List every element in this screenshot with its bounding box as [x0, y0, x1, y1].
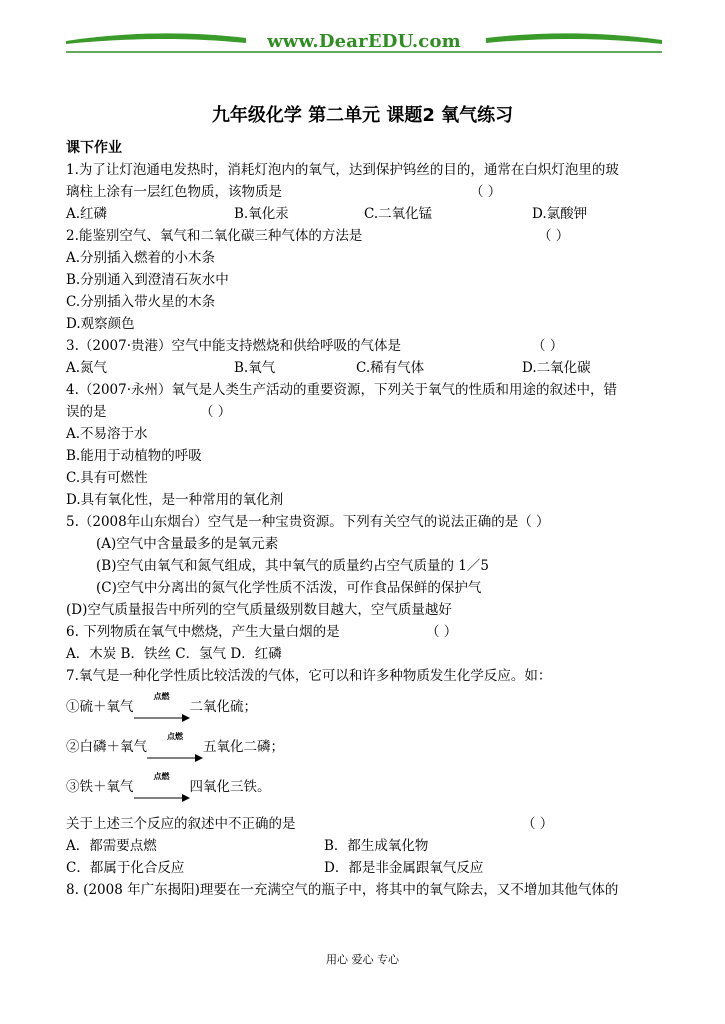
q4-line1: 4.（2007·永州）氧气是人类生产活动的重要资源，下列关于氧气的性质和用途的叙述中，错 — [66, 382, 618, 398]
q5-option-b: (B)空气由氧气和氮气组成，其中氧气的质量约占空气质量的 1／5 — [96, 558, 489, 574]
reaction-condition: 点燃 — [153, 690, 170, 701]
q7-options-row1 — [66, 835, 662, 857]
site-name[interactable]: www.DearEDU.com — [267, 31, 461, 52]
section-heading: 课下作业 — [66, 140, 122, 156]
reaction-condition: 点燃 — [153, 770, 170, 781]
q4-option-a: A.不易溶于水 — [66, 426, 148, 442]
site-banner — [66, 28, 662, 54]
reaction-2-product: 五氧化二磷； — [203, 739, 284, 755]
reaction-2-reactants: ②白磷＋氧气 — [66, 739, 147, 755]
q1-line2 — [66, 181, 662, 203]
q4-answer-paren: （ ） — [200, 404, 232, 420]
q1-options — [66, 203, 662, 225]
q7-option-c: C．都属于化合反应 — [66, 860, 185, 876]
q4-option-b: B.能用于动植物的呼吸 — [66, 448, 202, 464]
q2-stem — [66, 225, 662, 247]
q4-option-d: D.具有氧化性，是一种常用的氧化剂 — [66, 492, 284, 508]
reaction-condition: 点燃 — [167, 730, 183, 741]
q1-answer-paren: （ ） — [470, 184, 502, 200]
q4-option-c: C.具有可燃性 — [66, 470, 148, 486]
q2-answer-paren: （ ） — [538, 228, 570, 244]
reaction-arrow-icon — [134, 770, 190, 795]
reaction-arrow-icon — [147, 730, 203, 755]
q7-question — [66, 813, 662, 835]
page-title: 九年级化学 第二单元 课题2 氧气练习 — [211, 105, 514, 126]
q2-option-a: A.分别插入燃着的小木条 — [66, 250, 216, 266]
reaction-arrow-icon — [134, 690, 190, 715]
q3-stem-text: 3.（2007·贵港）空气中能支持燃烧和供给呼吸的气体是 — [66, 338, 402, 354]
q3-option-b: B.氧气 — [234, 360, 276, 376]
q4-line2 — [66, 401, 662, 423]
q6-options: A．木炭 B．铁丝 C．氢气 D．红磷 — [66, 646, 282, 662]
q7-option-a: A．都需要点燃 — [66, 838, 157, 854]
page-footer: 用心 爱心 专心 — [326, 953, 399, 966]
q6-answer-paren: （ ） — [426, 624, 458, 640]
q2-option-d: D.观察颜色 — [66, 316, 135, 332]
q4-stem-end: 误的是 — [66, 404, 107, 420]
reaction-1 — [66, 687, 662, 727]
q8-line1: 8. (2008 年广东揭阳)理要在一充满空气的瓶子中，将其中的氧气除去，又不增加其他气体的 — [66, 882, 619, 898]
reaction-3-reactants: ③铁＋氧气 — [66, 779, 134, 795]
q2-stem-text: 2.能鉴别空气、氧气和二氧化碳三种气体的方法是 — [66, 228, 363, 244]
reaction-2 — [66, 727, 662, 767]
q1-option-d: D.氯酸钾 — [532, 206, 588, 222]
q1-stem-end: 璃柱上涂有一层红色物质，该物质是 — [66, 184, 282, 200]
q2-option-c: C.分别插入带火星的木条 — [66, 294, 216, 310]
q5-option-c: (C)空气中分离出的氮气化学性质不活泼，可作食品保鲜的保护气 — [96, 580, 482, 596]
q1-line1: 1.为了让灯泡通电发热时，消耗灯泡内的氧气，达到保护钨丝的目的，通常在白炽灯泡里的玻 — [66, 162, 619, 178]
q7-stem: 7.氧气是一种化学性质比较活泼的气体，它可以和许多种物质发生化学反应。如： — [66, 668, 552, 684]
q5-option-d: (D)空气质量报告中所列的空气质量级别数目越大，空气质量越好 — [66, 602, 452, 618]
q2-option-b: B.分别通入到澄清石灰水中 — [66, 272, 229, 288]
q3-option-c: C.稀有气体 — [356, 360, 425, 376]
q1-option-c: C.二氧化锰 — [364, 206, 433, 222]
exercise-body — [66, 137, 662, 901]
q1-option-a: A.红磷 — [66, 206, 108, 222]
q7-question-text: 关于上述三个反应的叙述中不正确的是 — [66, 816, 296, 832]
q5-stem: 5.（2008年山东烟台）空气是一种宝贵资源。下列有关空气的说法正确的是（ ） — [66, 514, 550, 530]
q6-stem — [66, 621, 662, 643]
q3-options — [66, 357, 662, 379]
q7-answer-paren: （ ） — [522, 816, 554, 832]
reaction-3-product: 四氧化三铁。 — [189, 779, 271, 795]
q7-options-row2 — [66, 857, 662, 879]
q3-option-a: A.氮气 — [66, 360, 108, 376]
reaction-3 — [66, 767, 662, 807]
q5-option-a: (A)空气中含量最多的是氧元素 — [96, 536, 279, 552]
q3-option-d: D.二氧化碳 — [522, 360, 591, 376]
q3-stem — [66, 335, 662, 357]
q7-option-b: B．都生成氧化物 — [324, 838, 429, 854]
q6-stem-text: 6. 下列物质在氧气中燃烧，产生大量白烟的是 — [66, 624, 340, 640]
reaction-1-reactants: ①硫＋氧气 — [66, 699, 134, 715]
q1-option-b: B.氧化汞 — [234, 206, 289, 222]
reaction-1-product: 二氧化硫； — [189, 699, 257, 715]
q7-option-d: D．都是非金属跟氧气反应 — [324, 860, 484, 876]
q3-answer-paren: （ ） — [532, 338, 564, 354]
